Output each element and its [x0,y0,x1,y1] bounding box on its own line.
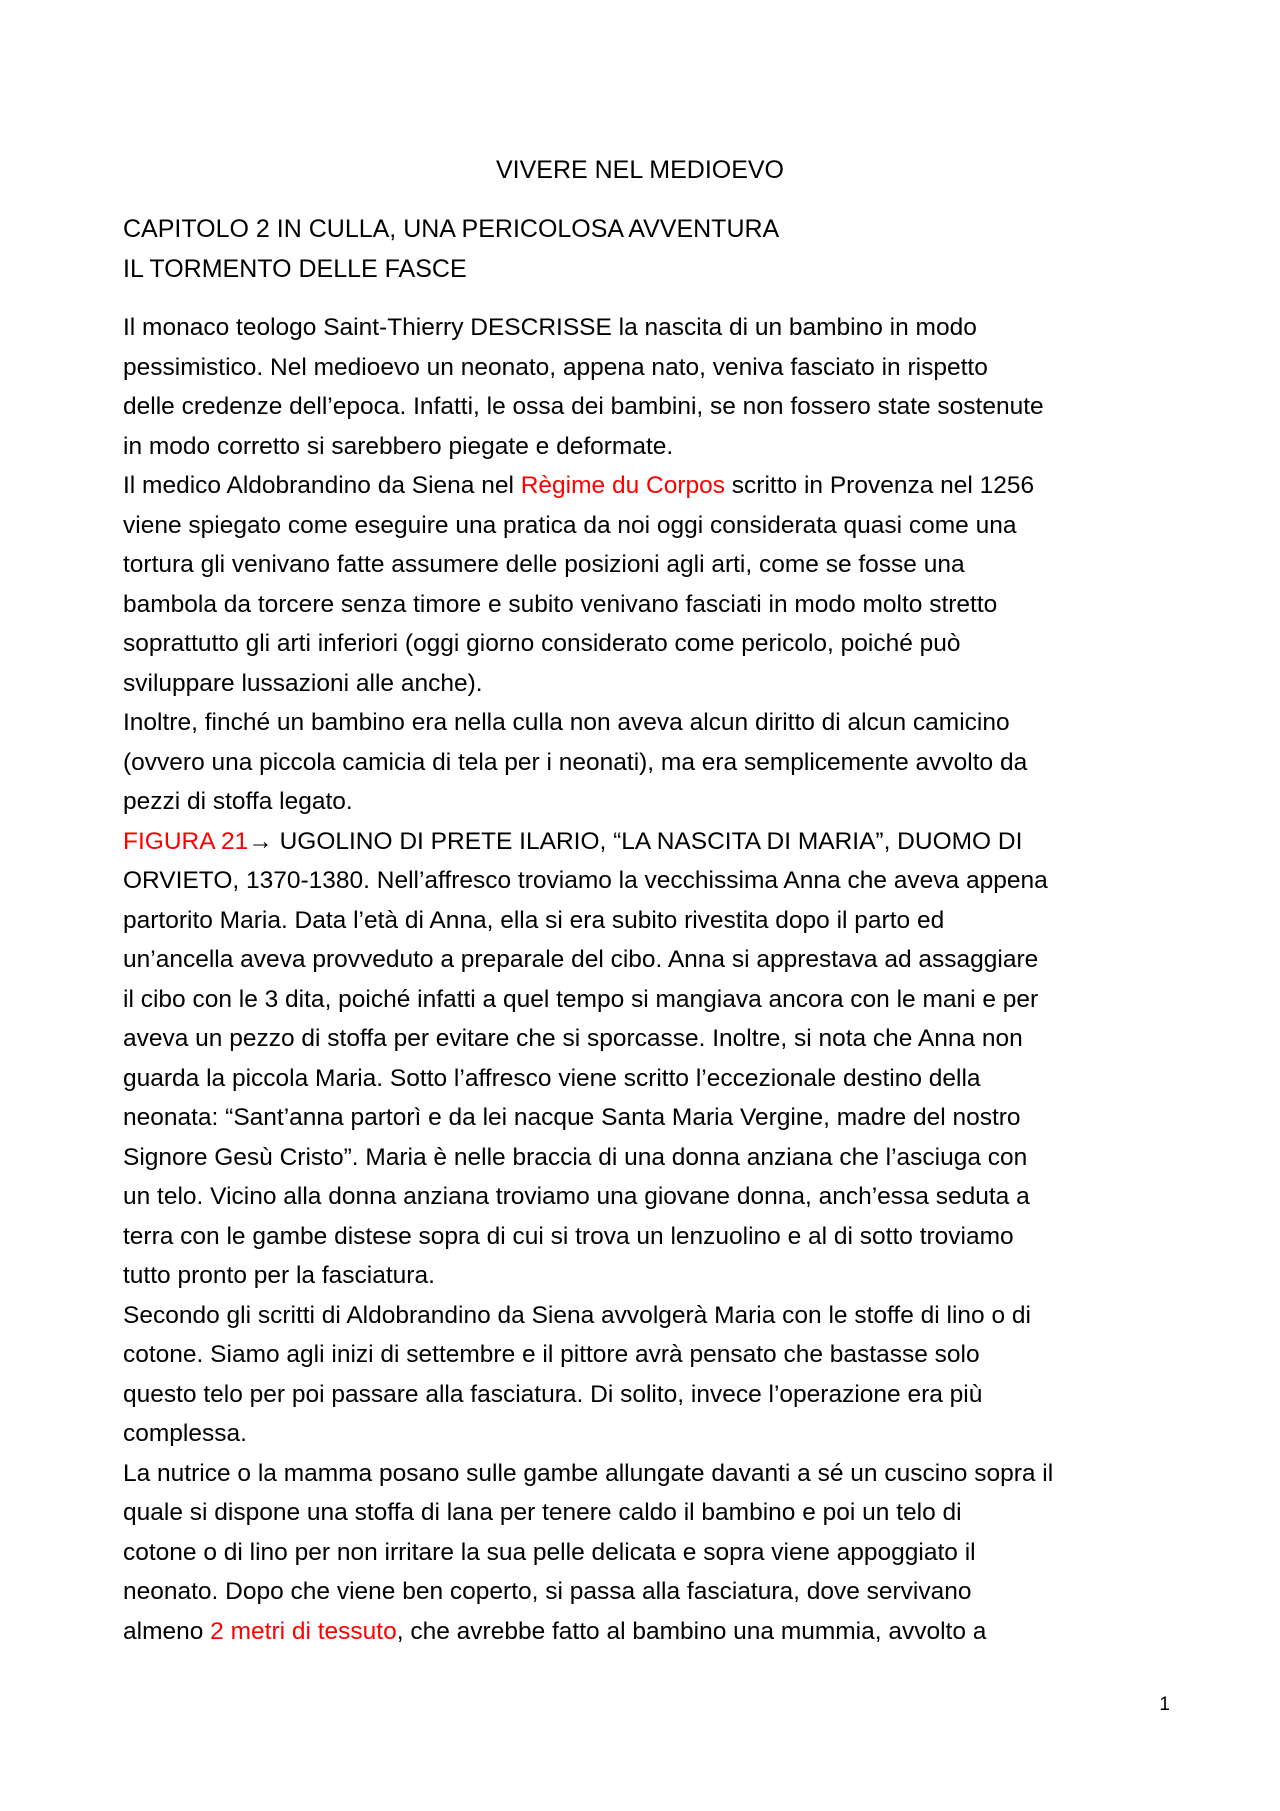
text-line [123,1019,1173,1059]
text-line [123,1533,1173,1573]
text-line [123,1572,1173,1612]
text-line [123,624,1173,664]
text-segment: ORVIETO, 1370-1380. Nell’affresco troviamo la vecchissima Anna che aveva appena [123,867,1048,894]
text-segment: sviluppare lussazioni alle anche). [123,669,483,697]
text-line [123,1138,1173,1178]
text-line [123,1177,1173,1217]
text-line [123,664,1173,704]
text-line [123,1217,1173,1257]
text-segment: tortura gli venivano fatte assumere delle posizioni agli arti, come se fosse una [123,551,965,578]
text-segment: questo telo per poi passare alla fasciatura. Di solito, invece l’operazione era più [123,1380,983,1408]
page-number: 1 [1159,1694,1170,1715]
text-line [123,861,1173,901]
text-segment: Il medico Aldobrandino da Siena nel [123,472,521,499]
body-paragraphs [123,308,1173,1651]
text-line [123,1454,1173,1494]
text-segment: , che avrebbe fatto al bambino una mummia, avvolto a [396,1617,987,1645]
text-segment: bambola da torcere senza timore e subito venivano fasciati in modo molto stretto [123,590,998,618]
chapter-heading: CAPITOLO 2 IN CULLA, UNA PERICOLOSA AVVENTURA [123,215,780,243]
text-line [123,1256,1173,1296]
text-segment: almeno [123,1617,211,1645]
text-segment: viene spiegato come eseguire una pratica da noi oggi considerata quasi come una [123,511,1017,539]
text-segment: tutto pronto per la fasciatura. [123,1262,435,1289]
text-line [123,940,1173,980]
text-segment: quale si dispone una stoffa di lana per tenere caldo il bambino e poi un telo di [123,1499,962,1526]
text-line [123,782,1173,822]
highlighted-text: FIGURA 21 [123,827,249,855]
text-segment: un telo. Vicino alla donna anziana troviamo una giovane donna, anch’essa seduta a [123,1183,1030,1210]
text-segment: terra con le gambe distese sopra di cui si trova un lenzuolino e al di sotto troviamo [123,1222,1014,1250]
text-segment: delle credenze dell’epoca. Infatti, le ossa dei bambini, se non fossero state sostenute [123,393,1044,420]
text-segment: soprattutto gli arti inferiori (oggi giorno considerato come pericolo, poiché può [123,630,961,657]
text-segment: cotone. Siamo agli inizi di settembre e il pittore avrà pensato che bastasse solo [123,1341,980,1368]
text-line [123,506,1173,546]
text-segment: neonata: “Sant’anna partorì e da lei nacque Santa Maria Vergine, madre del nostro [123,1104,1021,1131]
text-line [123,1493,1173,1533]
text-segment: scritto in Provenza nel 1256 [725,472,1035,499]
text-line [123,1612,1173,1652]
text-line [123,980,1173,1020]
text-line [123,1059,1173,1099]
text-segment: Il monaco teologo Saint-Thierry DESCRISSE la nascita di un bambino in modo [123,314,977,341]
text-segment: Inoltre, finché un bambino era nella culla non aveva alcun diritto di alcun camicino [123,709,1010,736]
text-segment: guarda la piccola Maria. Sotto l’affresco viene scritto l’eccezionale destino della [123,1064,981,1092]
text-segment: (ovvero una piccola camicia di tela per i neonati), ma era semplicemente avvolto da [123,748,1028,776]
text-line [123,1098,1173,1138]
text-line [123,466,1173,506]
text-segment: pessimistico. Nel medioevo un neonato, appena nato, veniva fasciato in rispetto [123,353,988,381]
text-line [123,387,1173,427]
text-segment: aveva un pezzo di stoffa per evitare che si sporcasse. Inoltre, si nota che Anna non [123,1025,1023,1052]
text-line [123,1335,1173,1375]
text-line [123,822,1173,862]
text-segment: cotone o di lino per non irritare la sua pelle delicata e sopra viene appoggiato il [123,1538,976,1566]
text-line [123,585,1173,625]
text-line [123,427,1173,467]
text-line [123,1375,1173,1415]
text-line [123,348,1173,388]
text-segment: un’ancella aveva provveduto a preparale del cibo. Anna si apprestava ad assaggiare [123,946,1039,973]
text-segment: pezzi di stoffa legato. [123,788,353,815]
text-segment: Secondo gli scritti di Aldobrandino da Siena avvolgerà Maria con le stoffe di lino o di [123,1301,1031,1329]
text-line [123,703,1173,743]
text-line [123,743,1173,783]
text-segment: complessa. [123,1420,247,1447]
text-line [123,308,1173,348]
text-segment: in modo corretto si sarebbero piegate e deformate. [123,432,674,460]
highlighted-text: 2 metri di tessuto [210,1617,397,1645]
document-title: VIVERE NEL MEDIOEVO [495,156,785,184]
text-segment: → UGOLINO DI PRETE ILARIO, “LA NASCITA DI MARIA”, DUOMO DI [248,827,1023,855]
text-line [123,1296,1173,1336]
text-segment: neonato. Dopo che viene ben coperto, si passa alla fasciatura, dove servivano [123,1578,972,1605]
text-segment: il cibo con le 3 dita, poiché infatti a quel tempo si mangiava ancora con le mani e per [123,985,1039,1013]
text-segment: Signore Gesù Cristo”. Maria è nelle braccia di una donna anziana che l’asciuga con [123,1143,1028,1171]
text-segment: partorito Maria. Data l’età di Anna, ella si era subito rivestita dopo il parto ed [123,906,945,934]
highlighted-text: Règime du Corpos [520,472,725,499]
text-line [123,545,1173,585]
text-segment: La nutrice o la mamma posano sulle gambe allungate davanti a sé un cuscino sopra il [123,1459,1054,1487]
text-line [123,1414,1173,1454]
section-heading: IL TORMENTO DELLE FASCE [123,255,467,283]
text-line [123,901,1173,941]
